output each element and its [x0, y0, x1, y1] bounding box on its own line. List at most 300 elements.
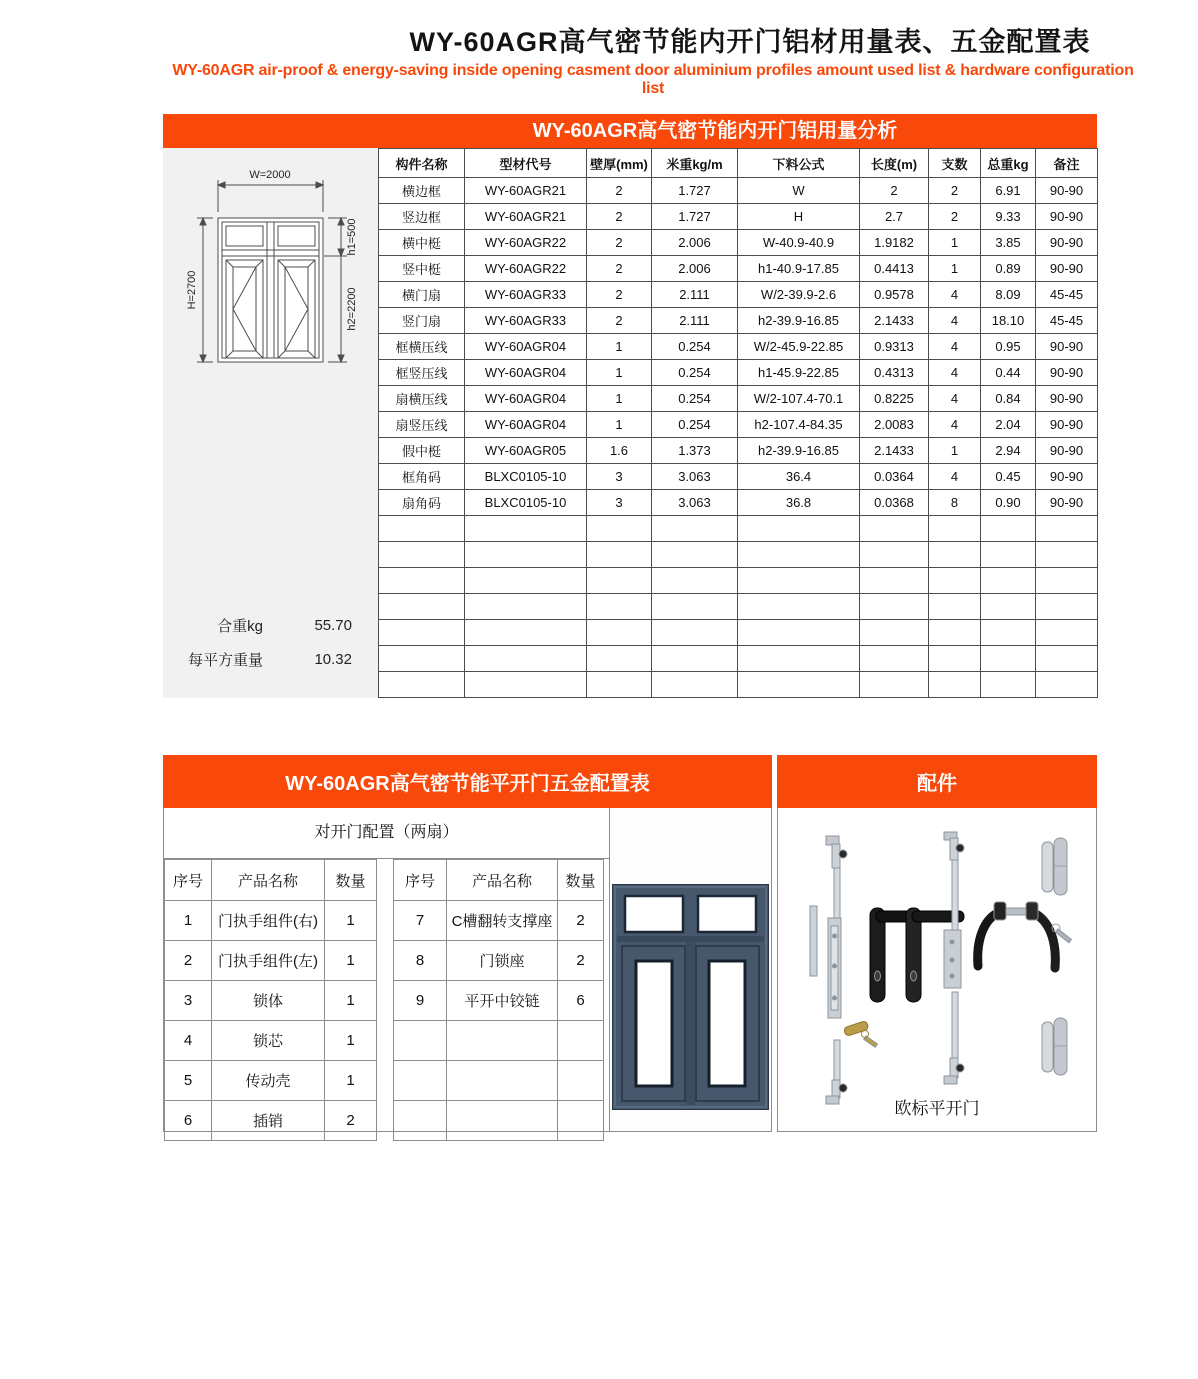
- per-sqm-weight-label: 每平方重量: [187, 651, 263, 669]
- table-cell: [981, 620, 1036, 646]
- table-cell: 2.94: [981, 438, 1036, 464]
- table-cell: 1: [325, 901, 377, 941]
- table-cell: 3.85: [981, 230, 1036, 256]
- table-cell: [652, 542, 738, 568]
- table-cell: C槽翻转支撑座: [447, 901, 558, 941]
- table-row: [379, 386, 1098, 412]
- table-cell: 2: [558, 941, 604, 981]
- table-cell: [394, 1061, 447, 1101]
- table-cell: 0.0364: [860, 464, 929, 490]
- table-cell: 横中梃: [379, 230, 465, 256]
- table-cell: 2.006: [652, 256, 738, 282]
- table-cell: [465, 620, 587, 646]
- table-cell: [738, 516, 860, 542]
- diagram-h1-label: h1=500: [346, 218, 358, 256]
- table-cell: [379, 672, 465, 698]
- table-cell: h2-107.4-84.35: [738, 412, 860, 438]
- table-cell: 锁芯: [212, 1021, 325, 1061]
- table-cell: [558, 1101, 604, 1141]
- empty-table-row: [379, 542, 1098, 568]
- table-cell: 0.45: [981, 464, 1036, 490]
- table-row: [379, 256, 1098, 282]
- table-cell: [447, 1061, 558, 1101]
- table-cell: 0.254: [652, 360, 738, 386]
- table-cell: h1-45.9-22.85: [738, 360, 860, 386]
- table-cell: 2.04: [981, 412, 1036, 438]
- table-cell: [929, 672, 981, 698]
- table-row: [165, 1101, 377, 1141]
- table-cell: 2: [587, 308, 652, 334]
- table-cell: [587, 516, 652, 542]
- table-cell: 1: [929, 230, 981, 256]
- table-cell: [981, 594, 1036, 620]
- table-cell: [379, 620, 465, 646]
- table-cell: [1036, 568, 1098, 594]
- table-cell: [587, 620, 652, 646]
- table-cell: 90-90: [1036, 256, 1098, 282]
- table-cell: 45-45: [1036, 282, 1098, 308]
- table-cell: 18.10: [981, 308, 1036, 334]
- table-cell: WY-60AGR21: [465, 204, 587, 230]
- table-cell: 1: [325, 941, 377, 981]
- table-cell: 扇横压线: [379, 386, 465, 412]
- table-cell: 横边框: [379, 178, 465, 204]
- table-cell: 0.4413: [860, 256, 929, 282]
- table-cell: BLXC0105-10: [465, 464, 587, 490]
- table-cell: 6: [165, 1101, 212, 1141]
- table-cell: 45-45: [1036, 308, 1098, 334]
- table-cell: [738, 672, 860, 698]
- usage-table-header-row: [379, 149, 1098, 178]
- diagram-width-label: W=2000: [249, 169, 291, 181]
- hardware-table-left: [164, 859, 377, 1141]
- table-cell: W/2-45.9-22.85: [738, 334, 860, 360]
- column-header: 产品名称: [212, 860, 325, 901]
- column-header: 下料公式: [738, 149, 860, 178]
- page-title: WY-60AGR高气密节能内开门铝材用量表、五金配置表: [409, 27, 1091, 57]
- table-cell: 4: [929, 282, 981, 308]
- table-cell: [465, 516, 587, 542]
- empty-table-row: [379, 516, 1098, 542]
- table-cell: [558, 1021, 604, 1061]
- empty-table-row: [379, 568, 1098, 594]
- table-cell: 2: [929, 178, 981, 204]
- table-cell: WY-60AGR04: [465, 386, 587, 412]
- accessories-caption: 欧标平开门: [894, 1099, 980, 1118]
- hardware-parts-image: [784, 816, 1090, 1106]
- table-cell: 90-90: [1036, 464, 1098, 490]
- table-cell: [379, 568, 465, 594]
- table-row: [379, 204, 1098, 230]
- table-cell: 扇竖压线: [379, 412, 465, 438]
- table-cell: 1: [587, 360, 652, 386]
- column-header: 支数: [929, 149, 981, 178]
- accessories-header: 配件: [777, 755, 1097, 808]
- table-cell: 3: [587, 464, 652, 490]
- accessories-body: [777, 808, 1097, 1132]
- table-cell: [1036, 620, 1098, 646]
- table-row: [379, 308, 1098, 334]
- table-cell: 0.9578: [860, 282, 929, 308]
- table-cell: H: [738, 204, 860, 230]
- table-cell: [652, 516, 738, 542]
- table-cell: [465, 594, 587, 620]
- table-cell: 0.9313: [860, 334, 929, 360]
- table-cell: 2: [558, 901, 604, 941]
- table-cell: 1: [165, 901, 212, 941]
- table-cell: 2.7: [860, 204, 929, 230]
- table-row: [165, 1061, 377, 1101]
- column-header: 米重kg/m: [652, 149, 738, 178]
- column-header: 序号: [394, 860, 447, 901]
- table-cell: 6: [558, 981, 604, 1021]
- table-cell: 8: [929, 490, 981, 516]
- table-cell: 1: [325, 981, 377, 1021]
- table-row: [165, 901, 377, 941]
- table-cell: 3: [587, 490, 652, 516]
- table-row: [394, 981, 604, 1021]
- table-cell: 90-90: [1036, 334, 1098, 360]
- table-cell: [447, 1021, 558, 1061]
- table-cell: 横门扇: [379, 282, 465, 308]
- table-cell: 90-90: [1036, 386, 1098, 412]
- table-cell: [738, 542, 860, 568]
- table-cell: [738, 646, 860, 672]
- table-row: [379, 282, 1098, 308]
- per-sqm-weight-row: [163, 642, 378, 676]
- table-cell: [860, 672, 929, 698]
- table-cell: 4: [929, 360, 981, 386]
- table-cell: [929, 594, 981, 620]
- table-cell: 90-90: [1036, 230, 1098, 256]
- hardware-config-tables: [164, 808, 610, 1131]
- table-cell: 4: [165, 1021, 212, 1061]
- table-row: [379, 490, 1098, 516]
- table-cell: 2.1433: [860, 438, 929, 464]
- table-cell: 3: [165, 981, 212, 1021]
- table-cell: 扇角码: [379, 490, 465, 516]
- table-cell: 9.33: [981, 204, 1036, 230]
- hardware-table-header-row: [165, 860, 377, 901]
- table-cell: W-40.9-40.9: [738, 230, 860, 256]
- usage-table: [378, 148, 1098, 698]
- hardware-config-body: [163, 808, 772, 1132]
- table-cell: [379, 646, 465, 672]
- table-cell: [465, 646, 587, 672]
- table-cell: [1036, 516, 1098, 542]
- table-row: [165, 981, 377, 1021]
- table-cell: [652, 594, 738, 620]
- table-row: [394, 941, 604, 981]
- table-cell: [587, 672, 652, 698]
- table-cell: 2: [165, 941, 212, 981]
- table-cell: 1: [929, 256, 981, 282]
- table-cell: 4: [929, 412, 981, 438]
- table-cell: 0.0368: [860, 490, 929, 516]
- table-cell: [1036, 594, 1098, 620]
- table-cell: 3.063: [652, 490, 738, 516]
- column-header: 序号: [165, 860, 212, 901]
- usage-section: [163, 114, 1097, 698]
- empty-table-row: [379, 594, 1098, 620]
- table-cell: 2: [587, 256, 652, 282]
- diagram-height-label: H=2700: [186, 270, 198, 310]
- table-cell: 1.727: [652, 204, 738, 230]
- table-cell: [860, 516, 929, 542]
- total-weight-value: 55.70: [314, 616, 352, 634]
- table-cell: 1: [587, 386, 652, 412]
- door-product-photo: [612, 884, 769, 1110]
- table-cell: W/2-39.9-2.6: [738, 282, 860, 308]
- table-cell: 2.006: [652, 230, 738, 256]
- table-cell: 1.9182: [860, 230, 929, 256]
- table-cell: 1: [325, 1021, 377, 1061]
- table-row: [165, 941, 377, 981]
- total-weight-label: 合重kg: [217, 617, 263, 635]
- table-cell: [1036, 672, 1098, 698]
- table-cell: 0.44: [981, 360, 1036, 386]
- table-cell: 平开中铰链: [447, 981, 558, 1021]
- table-cell: [929, 646, 981, 672]
- table-row: [379, 438, 1098, 464]
- table-cell: [652, 620, 738, 646]
- table-cell: 8: [394, 941, 447, 981]
- table-cell: [981, 516, 1036, 542]
- table-cell: 90-90: [1036, 438, 1098, 464]
- table-cell: 6.91: [981, 178, 1036, 204]
- table-row: [394, 1061, 604, 1101]
- table-cell: 1.373: [652, 438, 738, 464]
- table-cell: h2-39.9-16.85: [738, 308, 860, 334]
- table-cell: 0.95: [981, 334, 1036, 360]
- table-cell: 90-90: [1036, 178, 1098, 204]
- table-cell: [587, 568, 652, 594]
- page-subtitle: WY-60AGR air-proof & energy-saving inside opening casment door aluminium profiles amount used list & hardware configuration list: [172, 62, 1134, 97]
- column-header: 壁厚(mm): [587, 149, 652, 178]
- table-cell: [394, 1101, 447, 1141]
- table-cell: [447, 1101, 558, 1141]
- table-cell: 1: [929, 438, 981, 464]
- table-cell: 锁体: [212, 981, 325, 1021]
- table-cell: 8.09: [981, 282, 1036, 308]
- table-cell: 1.727: [652, 178, 738, 204]
- table-cell: [465, 672, 587, 698]
- table-row: [394, 901, 604, 941]
- table-cell: h1-40.9-17.85: [738, 256, 860, 282]
- table-cell: 0.4313: [860, 360, 929, 386]
- table-cell: 90-90: [1036, 204, 1098, 230]
- table-cell: WY-60AGR04: [465, 360, 587, 386]
- table-cell: 90-90: [1036, 490, 1098, 516]
- table-cell: [929, 516, 981, 542]
- table-cell: 竖边框: [379, 204, 465, 230]
- table-cell: WY-60AGR22: [465, 230, 587, 256]
- table-row: [379, 230, 1098, 256]
- table-cell: [379, 516, 465, 542]
- table-cell: [981, 542, 1036, 568]
- table-cell: 2: [587, 230, 652, 256]
- table-cell: [981, 672, 1036, 698]
- table-cell: 90-90: [1036, 360, 1098, 386]
- table-cell: [587, 594, 652, 620]
- column-header: 型材代号: [465, 149, 587, 178]
- table-cell: 0.89: [981, 256, 1036, 282]
- table-cell: 5: [165, 1061, 212, 1101]
- column-header: 备注: [1036, 149, 1098, 178]
- door-diagram-panel: [163, 148, 378, 698]
- table-row: [379, 178, 1098, 204]
- table-cell: [652, 672, 738, 698]
- table-cell: 2: [587, 282, 652, 308]
- accessories-block: [777, 755, 1097, 1132]
- column-header: 长度(m): [860, 149, 929, 178]
- table-cell: [929, 620, 981, 646]
- table-cell: 4: [929, 386, 981, 412]
- table-row: [379, 412, 1098, 438]
- table-cell: WY-60AGR05: [465, 438, 587, 464]
- table-cell: 7: [394, 901, 447, 941]
- empty-table-row: [379, 672, 1098, 698]
- column-header: 数量: [558, 860, 604, 901]
- table-cell: [558, 1061, 604, 1101]
- table-cell: 0.254: [652, 386, 738, 412]
- table-cell: WY-60AGR04: [465, 412, 587, 438]
- door-dimension-diagram: [163, 148, 378, 588]
- table-cell: WY-60AGR21: [465, 178, 587, 204]
- empty-table-row: [379, 620, 1098, 646]
- column-header: 数量: [325, 860, 377, 901]
- table-cell: 门执手组件(右): [212, 901, 325, 941]
- table-cell: WY-60AGR33: [465, 282, 587, 308]
- diagram-h2-label: h2=2200: [346, 287, 358, 331]
- table-cell: [860, 620, 929, 646]
- hardware-table-header-row: [394, 860, 604, 901]
- table-cell: [738, 594, 860, 620]
- table-cell: 2.0083: [860, 412, 929, 438]
- table-cell: 0.254: [652, 412, 738, 438]
- table-cell: [981, 646, 1036, 672]
- table-cell: 4: [929, 464, 981, 490]
- table-cell: [738, 568, 860, 594]
- hardware-config-block: [163, 755, 772, 1132]
- table-cell: WY-60AGR04: [465, 334, 587, 360]
- table-cell: 36.4: [738, 464, 860, 490]
- table-cell: 1: [587, 334, 652, 360]
- table-cell: [652, 568, 738, 594]
- table-cell: 2: [587, 178, 652, 204]
- table-cell: 36.8: [738, 490, 860, 516]
- table-cell: [929, 542, 981, 568]
- double-door-config-subheader: 对开门配置（两扇）: [164, 808, 609, 859]
- per-sqm-weight-value: 10.32: [314, 650, 352, 668]
- hardware-table-right: [393, 859, 604, 1141]
- table-row: [394, 1021, 604, 1061]
- table-cell: [379, 542, 465, 568]
- table-cell: 2.1433: [860, 308, 929, 334]
- table-cell: BLXC0105-10: [465, 490, 587, 516]
- table-cell: 1.6: [587, 438, 652, 464]
- totals-block: [163, 608, 378, 676]
- door-photo-cell: [610, 808, 771, 1131]
- table-cell: [1036, 542, 1098, 568]
- hardware-section: [163, 755, 1097, 1132]
- column-header: 总重kg: [981, 149, 1036, 178]
- table-cell: [860, 568, 929, 594]
- table-cell: [860, 646, 929, 672]
- table-cell: 2: [929, 204, 981, 230]
- table-cell: 2.111: [652, 308, 738, 334]
- table-cell: 0.84: [981, 386, 1036, 412]
- column-header: 产品名称: [447, 860, 558, 901]
- table-cell: 2: [860, 178, 929, 204]
- table-cell: 假中梃: [379, 438, 465, 464]
- table-cell: 2: [325, 1101, 377, 1141]
- table-cell: 2: [587, 204, 652, 230]
- usage-section-header: WY-60AGR高气密节能内开门铝用量分析: [163, 114, 1097, 148]
- table-cell: 竖中梃: [379, 256, 465, 282]
- empty-table-row: [379, 646, 1098, 672]
- table-cell: [587, 542, 652, 568]
- table-cell: 4: [929, 334, 981, 360]
- column-header: 构件名称: [379, 149, 465, 178]
- table-cell: WY-60AGR33: [465, 308, 587, 334]
- table-cell: 插销: [212, 1101, 325, 1141]
- table-cell: W/2-107.4-70.1: [738, 386, 860, 412]
- table-cell: [929, 568, 981, 594]
- table-cell: 传动壳: [212, 1061, 325, 1101]
- table-cell: W: [738, 178, 860, 204]
- table-cell: 框横压线: [379, 334, 465, 360]
- table-cell: [587, 646, 652, 672]
- table-cell: [379, 594, 465, 620]
- table-cell: 框角码: [379, 464, 465, 490]
- hardware-tables-row: [164, 859, 609, 1141]
- total-weight-row: [163, 608, 378, 642]
- table-cell: 1: [325, 1061, 377, 1101]
- hardware-section-header: WY-60AGR高气密节能平开门五金配置表: [163, 755, 772, 808]
- table-cell: 竖门扇: [379, 308, 465, 334]
- table-row: [394, 1101, 604, 1141]
- table-cell: [860, 594, 929, 620]
- table-cell: [738, 620, 860, 646]
- table-cell: 1: [587, 412, 652, 438]
- table-gap: [377, 859, 393, 1141]
- table-cell: 0.254: [652, 334, 738, 360]
- table-cell: 9: [394, 981, 447, 1021]
- table-cell: [652, 646, 738, 672]
- table-cell: 2.111: [652, 282, 738, 308]
- table-row: [165, 1021, 377, 1061]
- table-cell: [394, 1021, 447, 1061]
- table-cell: [465, 542, 587, 568]
- table-cell: [981, 568, 1036, 594]
- table-cell: 4: [929, 308, 981, 334]
- table-cell: h2-39.9-16.85: [738, 438, 860, 464]
- table-cell: 3.063: [652, 464, 738, 490]
- table-row: [379, 360, 1098, 386]
- table-cell: WY-60AGR22: [465, 256, 587, 282]
- table-cell: 门执手组件(左): [212, 941, 325, 981]
- table-cell: [1036, 646, 1098, 672]
- table-cell: 门锁座: [447, 941, 558, 981]
- table-cell: 0.8225: [860, 386, 929, 412]
- table-cell: [465, 568, 587, 594]
- table-cell: [860, 542, 929, 568]
- table-cell: 框竖压线: [379, 360, 465, 386]
- table-row: [379, 464, 1098, 490]
- table-cell: 90-90: [1036, 412, 1098, 438]
- table-cell: 0.90: [981, 490, 1036, 516]
